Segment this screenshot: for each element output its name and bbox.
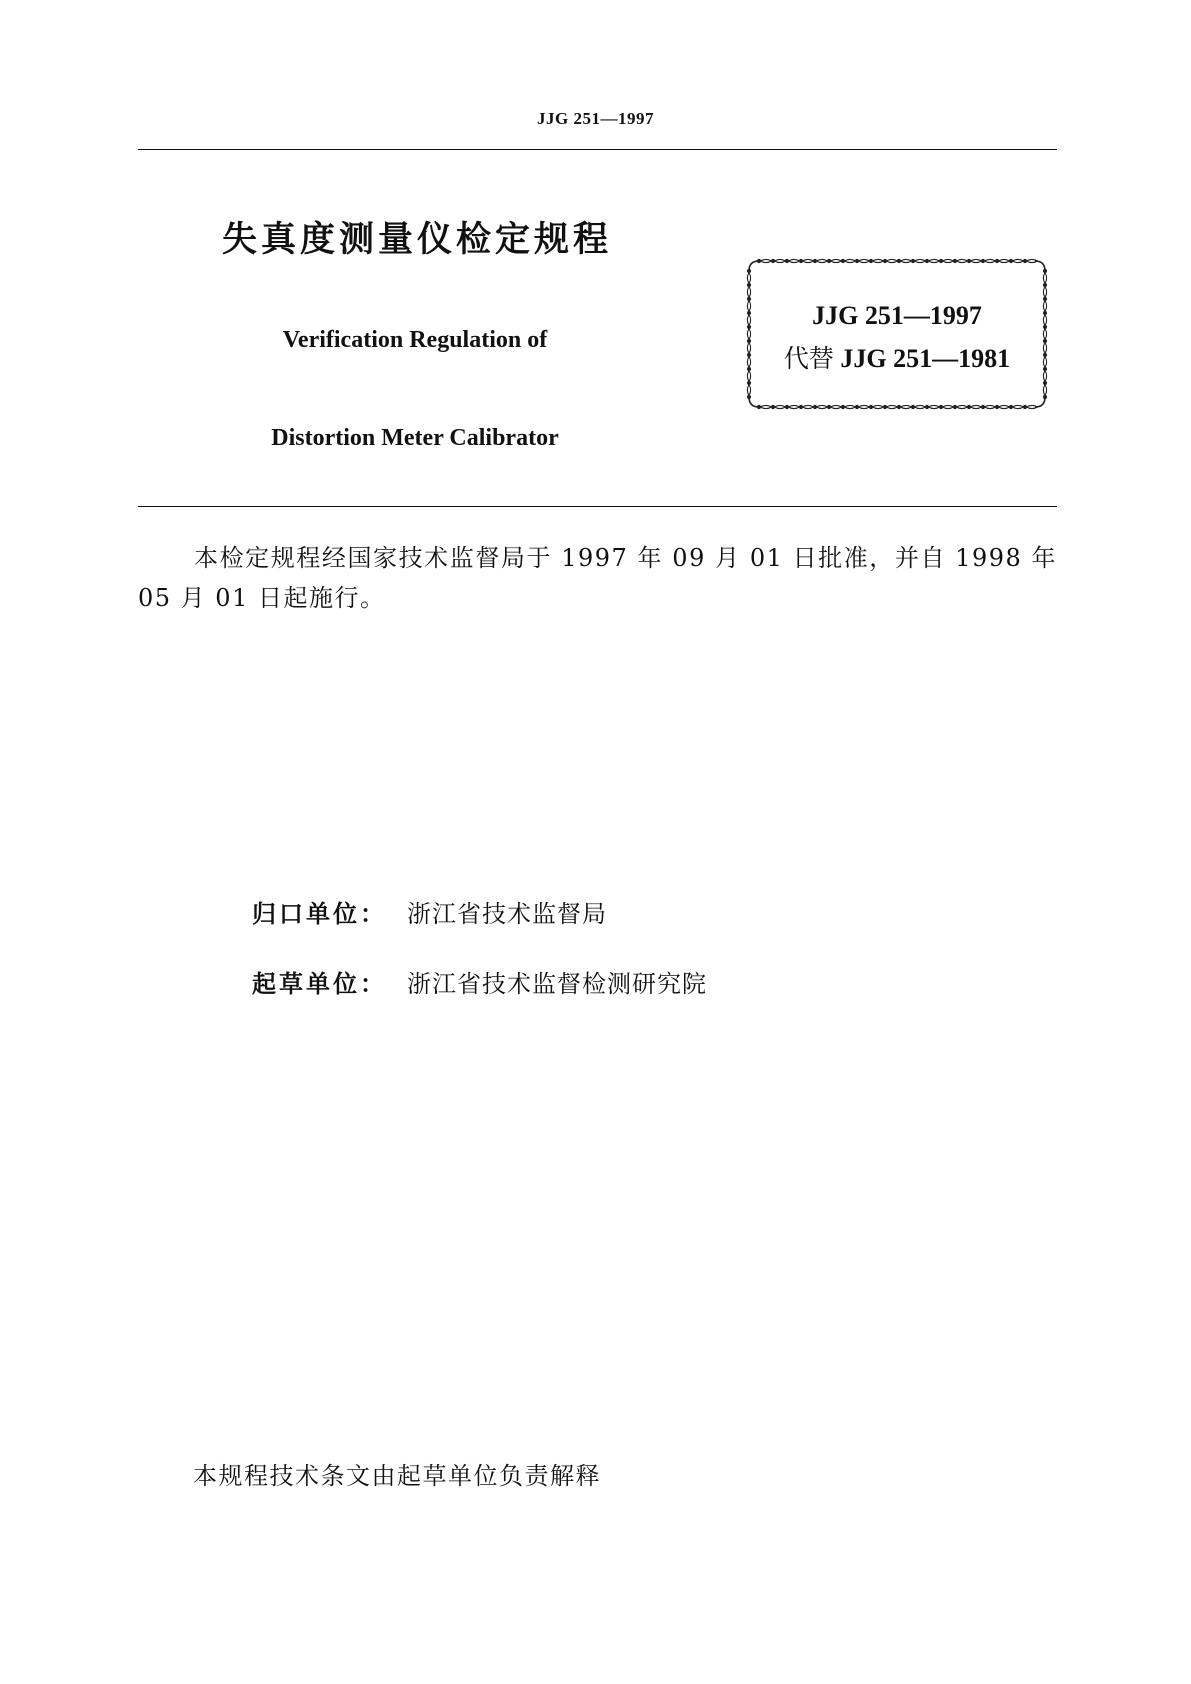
section-rule [138,506,1057,507]
header-rule [138,149,1057,150]
running-header-code: JJG 251—1997 [537,109,654,128]
english-title-line-2: Distortion Meter Calibrator [271,425,559,451]
responsible-unit-label: 归口单位： [252,900,387,928]
responsible-unit-value: 浙江省技术监督局 [407,900,607,928]
standard-code: JJG 251—1997 [812,301,982,330]
drafting-unit-value: 浙江省技术监督检测研究院 [407,970,707,998]
code-box [743,255,1051,413]
chinese-title: 失真度测量仪检定规程 [222,220,613,260]
ornamental-border [743,255,1051,413]
replaces-label: 代替 [783,344,834,373]
approval-paragraph: 本检定规程经国家技术监督局于 1997 年 09 月 01 日批准，并自 1998 年 05 月 01 日起施行。 [138,544,1057,612]
drafting-unit-label: 起草单位： [252,970,387,998]
drafting-unit-row [252,964,707,999]
interpretation-note: 本规程技术条文由起草单位负责解释 [193,1462,601,1490]
replaces-line [743,339,1051,375]
replaced-code: JJG 251—1981 [840,344,1011,373]
responsible-unit-row [252,894,607,929]
english-title-line-1: Verification Regulation of [282,327,548,353]
